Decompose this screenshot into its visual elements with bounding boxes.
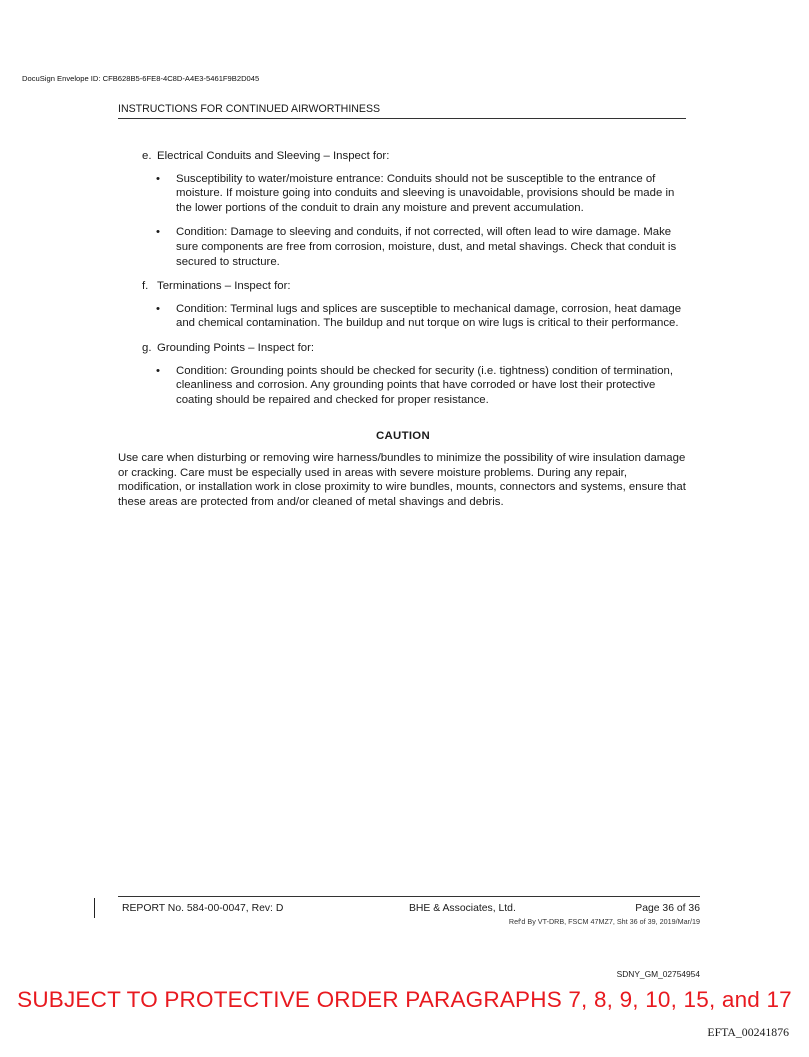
- list-item: [118, 364, 688, 408]
- bullet-icon: •: [156, 364, 160, 377]
- section-heading: [118, 149, 688, 164]
- change-bar: [94, 898, 95, 918]
- section-letter: g.: [142, 341, 152, 354]
- footer-reference: Ref'd By VT-DRB, FSCM 47MZ7, Sht 36 of 39, 2019/Mar/19: [508, 917, 700, 926]
- section-e: [118, 149, 688, 269]
- bullet-list: [118, 364, 688, 408]
- running-header: INSTRUCTIONS FOR CONTINUED AIRWORTHINESS: [118, 103, 686, 119]
- bullet-list: [118, 302, 688, 331]
- footer-report-number: REPORT No. 584-00-0047, Rev: D: [122, 903, 284, 914]
- caution-text: Use care when disturbing or removing wire harness/bundles to minimize the possibility of wire insulation damage or cracking. Care must be especially used in areas with severe moisture problems. During any repair, modification, or installation work in close proximity to wire bundles, mounts, connectors and systems, ensure that these areas are protected from and/or cleaned of metal shavings and debris.: [118, 451, 686, 508]
- footer-divider: [118, 896, 700, 897]
- list-item: [118, 225, 688, 269]
- bullet-text: Condition: Terminal lugs and splices are susceptible to mechanical damage, corrosion, heat damage and chemical contamination. The buildup and nut torque on wire lugs is critical to their performance.: [176, 302, 682, 330]
- bullet-list: [118, 172, 688, 270]
- bullet-text: Susceptibility to water/moisture entrance: Conduits should not be susceptible to the entrance of moisture. If moisture going into conduits and sleeving is unavoidable, provisions should be made in the lower portions of the conduit to drain any moisture and prevent accumulation.: [176, 172, 675, 214]
- bullet-icon: •: [156, 302, 160, 315]
- bullet-icon: •: [156, 226, 160, 239]
- section-title: Terminations – Inspect for:: [157, 280, 291, 293]
- footer-page-number: Page 36 of 36: [635, 903, 700, 914]
- protective-order-stamp: SUBJECT TO PROTECTIVE ORDER PARAGRAPHS 7, 8, 9, 10, 15, and 17: [17, 987, 792, 1012]
- section-heading: [118, 341, 688, 356]
- section-f: [118, 279, 688, 331]
- caution-heading: CAUTION: [376, 430, 430, 443]
- section-heading: [118, 279, 688, 294]
- document-body: [118, 149, 688, 509]
- section-letter: e.: [142, 150, 152, 162]
- footer-company: BHE & Associates, Ltd.: [409, 903, 516, 914]
- bullet-text: Condition: Damage to sleeving and conduits, if not corrected, will often lead to wire damage. Make sure components are free from corrosion, moisture, dust, and metal shavings. Check that conduit is secured to structure.: [176, 226, 677, 268]
- section-title: Electrical Conduits and Sleeving – Inspect for:: [157, 150, 390, 162]
- section-g: [118, 341, 688, 407]
- efta-number: EFTA_00241876: [707, 1025, 789, 1039]
- list-item: [118, 302, 688, 331]
- bullet-text: Condition: Grounding points should be checked for security (i.e. tightness) condition of termination, cleanliness and corrosion. Any grounding points that have corroded or have lost their protective coating should be repaired and checked for proper resistance.: [176, 364, 674, 406]
- section-title: Grounding Points – Inspect for:: [157, 341, 315, 354]
- list-item: [118, 172, 688, 216]
- section-letter: f.: [142, 280, 149, 293]
- docusign-envelope-id: DocuSign Envelope ID: CFB628B5-6FE8-4C8D-A4E3-5461F9B2D045: [22, 74, 260, 83]
- bullet-icon: •: [156, 172, 160, 185]
- bates-number: SDNY_GM_02754954: [616, 969, 700, 979]
